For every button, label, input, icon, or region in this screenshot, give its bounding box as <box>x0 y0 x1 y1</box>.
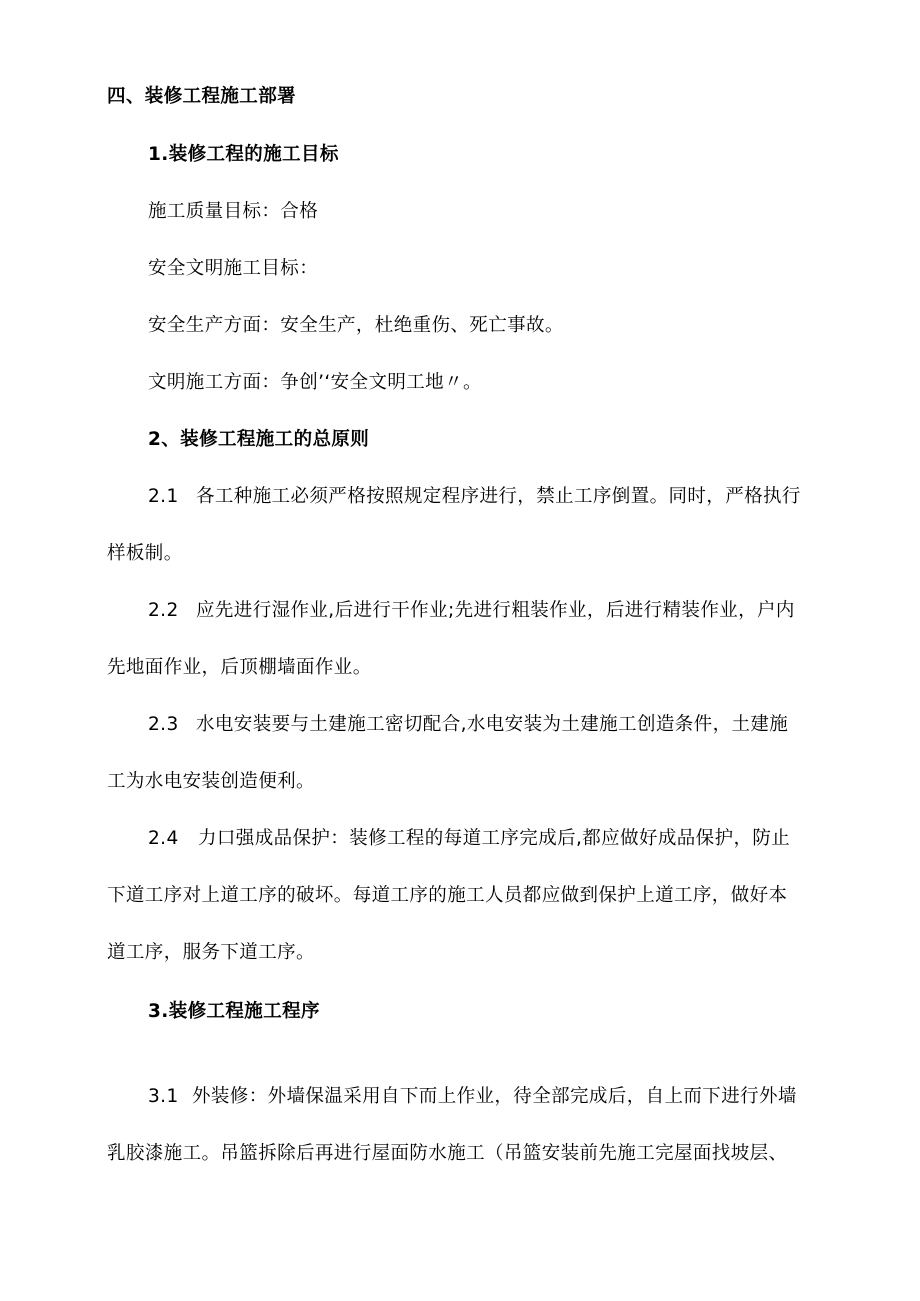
item-number: 2.4 <box>148 828 179 849</box>
safety-goal-label: 安全文明施工目标： <box>148 258 319 279</box>
section2-title: 2、装修工程施工的总原则 <box>148 429 370 450</box>
paragraph-line <box>148 598 795 624</box>
section1-title: 1.装修工程的施工目标 <box>148 144 339 165</box>
paragraph-line <box>148 712 788 738</box>
section3-title: 3.装修工程施工程序 <box>148 1001 320 1022</box>
paragraph-text: 应先进行湿作业,后进行干作业;先进行粗装作业，后进行精装作业，户内 <box>196 600 795 621</box>
civilized-construction-text: 文明施工方面：争创’‘安全文明工地〃。 <box>148 372 482 393</box>
item-number: 2.3 <box>148 714 179 735</box>
main-heading: 四、装修工程施工部署 <box>107 86 297 107</box>
paragraph-text: 力口强成品保护：装修工程的每道工序完成后,都应做好成品保护，防止 <box>198 828 791 849</box>
paragraph-line: 下道工序对上道工序的破坏。每道工序的施工人员都应做到保护上道工序，做好本 <box>107 885 788 906</box>
paragraph-line: 乳胶漆施工。吊篮拆除后再进行屋面防水施工（吊篮安装前先施工完屋面找坡层、 <box>107 1143 788 1164</box>
paragraph-text: 各工种施工必须严格按照规定程序进行，禁止工序倒置。同时，严格执行 <box>196 486 801 507</box>
paragraph-line <box>148 826 790 852</box>
item-number: 2.2 <box>148 600 179 621</box>
paragraph-line: 样板制。 <box>107 543 183 564</box>
paragraph-line: 先地面作业，后顶棚墙面作业。 <box>107 657 372 678</box>
item-number: 3.1 <box>148 1086 179 1107</box>
paragraph-line: 道工序，服务下道工序。 <box>107 942 315 963</box>
paragraph-line <box>148 1084 797 1110</box>
item-number: 2.1 <box>148 486 179 507</box>
quality-goal-text: 施工质量目标：合格 <box>148 201 319 222</box>
paragraph-text: 水电安装要与土建施工密切配合,水电安装为土建施工创造条件，土建施 <box>196 714 789 735</box>
safety-production-text: 安全生产方面：安全生产，杜绝重伤、死亡事故。 <box>148 315 564 336</box>
paragraph-line <box>148 484 801 510</box>
paragraph-text: 外装修：外墙保温采用自下而上作业，待全部完成后，自上而下进行外墙 <box>192 1086 797 1107</box>
paragraph-line: 工为水电安装创造便利。 <box>107 771 315 792</box>
